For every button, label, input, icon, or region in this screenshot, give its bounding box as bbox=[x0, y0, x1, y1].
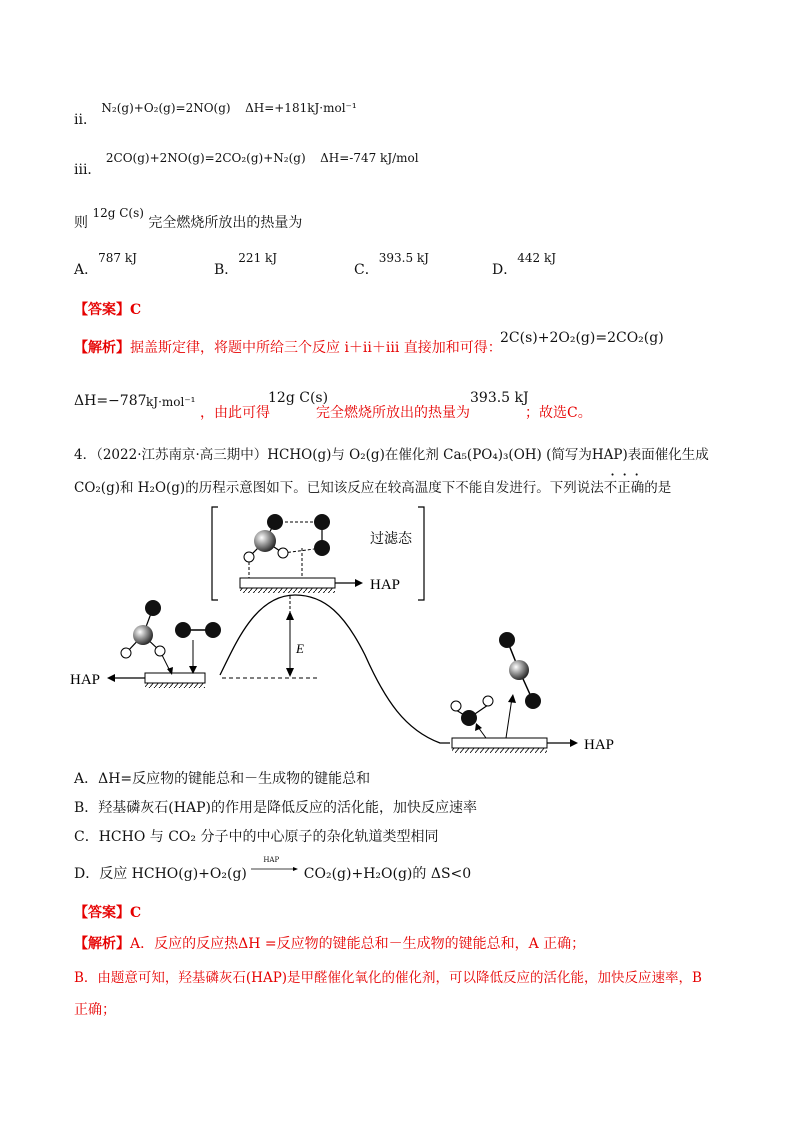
answer-value: C bbox=[130, 905, 142, 921]
analysis-a: A．反应的反应热ΔH =反应物的键能总和－生成物的键能总和，A 正确； bbox=[130, 936, 586, 952]
question-mass: 12g C(s) bbox=[92, 206, 144, 220]
emphasis-dots: ··· bbox=[610, 465, 647, 484]
energy-label: E bbox=[296, 641, 304, 656]
catalyst-surface-ts bbox=[240, 578, 335, 588]
hap-label-right: HAP bbox=[584, 737, 615, 753]
oxygen-atom-icon bbox=[145, 600, 161, 616]
oxygen-atom-icon bbox=[499, 632, 515, 648]
question-pre: 则 bbox=[74, 215, 88, 231]
option-a bbox=[74, 250, 137, 278]
hap-label-ts: HAP bbox=[370, 577, 401, 593]
arrow-head-icon bbox=[355, 579, 363, 587]
option-d bbox=[492, 250, 557, 278]
transition-state-box bbox=[212, 507, 424, 600]
option-a-letter: A． bbox=[74, 262, 99, 278]
arrow-right-icon bbox=[570, 739, 578, 747]
reaction-iii-number: iii． bbox=[74, 162, 102, 178]
oxygen-atom-icon bbox=[461, 710, 477, 726]
analysis-equation: 2C(s)+2O₂(g)=2CO₂(g) bbox=[500, 330, 664, 346]
question-post: 完全燃烧所放出的热量为 bbox=[148, 215, 303, 231]
answer-value: C bbox=[130, 302, 142, 318]
option-d-pre: D．反应 HCHO(g)+O₂(g) bbox=[74, 866, 247, 882]
analysis-tail: 完全燃烧所放出的热量为 bbox=[316, 405, 470, 421]
hydrogen-atom-icon bbox=[451, 701, 461, 711]
reaction-ii-number: ii． bbox=[74, 112, 97, 128]
option-b bbox=[214, 250, 278, 278]
hydrogen-atom-icon bbox=[278, 548, 288, 558]
long-arrow-icon bbox=[251, 865, 299, 873]
carbon-atom-icon bbox=[509, 660, 529, 680]
option-d-value: 442 kJ bbox=[517, 251, 557, 265]
energy-curve bbox=[220, 595, 450, 743]
arrow-catalyst-label: HAP bbox=[263, 856, 280, 864]
option-c-value: 393.5 kJ bbox=[378, 251, 429, 265]
reaction-ii bbox=[74, 100, 357, 128]
analysis-q4-b2: 正确； bbox=[74, 1002, 116, 1018]
analysis-q4-b1: B．由题意可知，羟基磷灰石(HAP)是甲醛催化氧化的催化剂，可以降低反应的活化能，加快反应速率，B bbox=[74, 970, 702, 986]
reaction-ii-enthalpy: ΔH=+181kJ·mol⁻¹ bbox=[245, 101, 357, 115]
analysis-unit: kJ·mol⁻¹ bbox=[146, 395, 196, 409]
reaction-iii-equation: 2CO(g)+2NO(g)=2CO₂(g)+N₂(g) bbox=[105, 151, 306, 165]
option-q4-b: B．羟基磷灰石(HAP)的作用是降低反应的活化能，加快反应速率 bbox=[74, 800, 477, 816]
answer-q3 bbox=[74, 302, 141, 319]
hap-label-left: HAP bbox=[70, 672, 101, 688]
reaction-ii-equation: N₂(g)+O₂(g)=2NO(g) bbox=[101, 101, 231, 115]
option-q4-a: A．ΔH=反应物的键能总和－生成物的键能总和 bbox=[74, 771, 371, 787]
analysis-mid: ，由此可得 bbox=[200, 405, 270, 421]
reaction-pathway-diagram bbox=[60, 495, 640, 760]
reaction-iii bbox=[74, 150, 419, 178]
option-q4-d bbox=[74, 856, 472, 883]
answer-label: 【答案】 bbox=[74, 302, 130, 318]
carbon-atom-icon bbox=[254, 530, 276, 552]
analysis-mass: 12g C(s) bbox=[268, 390, 329, 406]
question-4-line1: 4．（2022·江苏南京·高三期中）HCHO(g)与 O₂(g)在催化剂 Ca₅(PO₄)₃(OH) (简写为HAP)表面催化生成 bbox=[74, 447, 709, 463]
option-q4-c: C．HCHO 与 CO₂ 分子中的中心原子的杂化轨道类型相同 bbox=[74, 829, 439, 845]
surface-hatch-ts bbox=[240, 588, 335, 593]
hydrogen-atom-icon bbox=[483, 696, 493, 706]
reaction-arrow bbox=[251, 856, 299, 881]
analysis-q3-line1 bbox=[74, 340, 502, 357]
analysis-end: ；故选C。 bbox=[525, 405, 592, 421]
option-c bbox=[354, 250, 429, 278]
oxygen-atom-icon bbox=[267, 514, 283, 530]
reaction-iii-enthalpy: ΔH=-747 kJ/mol bbox=[320, 151, 419, 165]
transition-label: 过滤态 bbox=[370, 531, 412, 547]
option-c-letter: C． bbox=[354, 262, 379, 278]
question-4-line2: CO₂(g)和 H₂O(g)的历程示意图如下。已知该反应在较高温度下不能自发进行。下列说法不正确的是 bbox=[74, 480, 672, 496]
arrow-left-icon bbox=[107, 674, 115, 682]
option-b-value: 221 kJ bbox=[238, 251, 278, 265]
oxygen-atom-icon bbox=[525, 693, 541, 709]
analysis-dh: ΔH=−787 bbox=[74, 393, 147, 409]
carbon-atom-icon bbox=[133, 625, 153, 645]
option-b-letter: B． bbox=[214, 262, 239, 278]
question-3-stem bbox=[74, 205, 303, 231]
analysis-heat: 393.5 kJ bbox=[470, 390, 529, 406]
catalyst-surface-left bbox=[145, 673, 205, 683]
hydrogen-atom-icon bbox=[121, 648, 131, 658]
analysis-q4-a bbox=[74, 936, 585, 953]
oxygen-atom-icon bbox=[314, 540, 330, 556]
hydrogen-atom-icon bbox=[155, 646, 165, 656]
analysis-label: 【解析】 bbox=[74, 340, 130, 356]
reactants bbox=[70, 600, 221, 688]
oxygen-atom-icon bbox=[314, 514, 330, 530]
hydrogen-atom-icon bbox=[244, 552, 254, 562]
answer-label: 【答案】 bbox=[74, 905, 130, 921]
products bbox=[451, 632, 614, 753]
option-d-letter: D． bbox=[492, 262, 518, 278]
catalyst-surface-right bbox=[452, 738, 547, 748]
option-a-value: 787 kJ bbox=[98, 251, 137, 265]
option-d-post: CO₂(g)+H₂O(g)的 ΔS<0 bbox=[303, 866, 472, 882]
answer-q4 bbox=[74, 905, 141, 922]
arrow-down-icon bbox=[286, 668, 294, 677]
oxygen-atom-icon bbox=[175, 622, 191, 638]
analysis-text: 据盖斯定律，将题中所给三个反应 i＋ii＋iii 直接加和可得： bbox=[130, 340, 502, 356]
analysis-label: 【解析】 bbox=[74, 936, 130, 952]
oxygen-atom-icon bbox=[205, 622, 221, 638]
